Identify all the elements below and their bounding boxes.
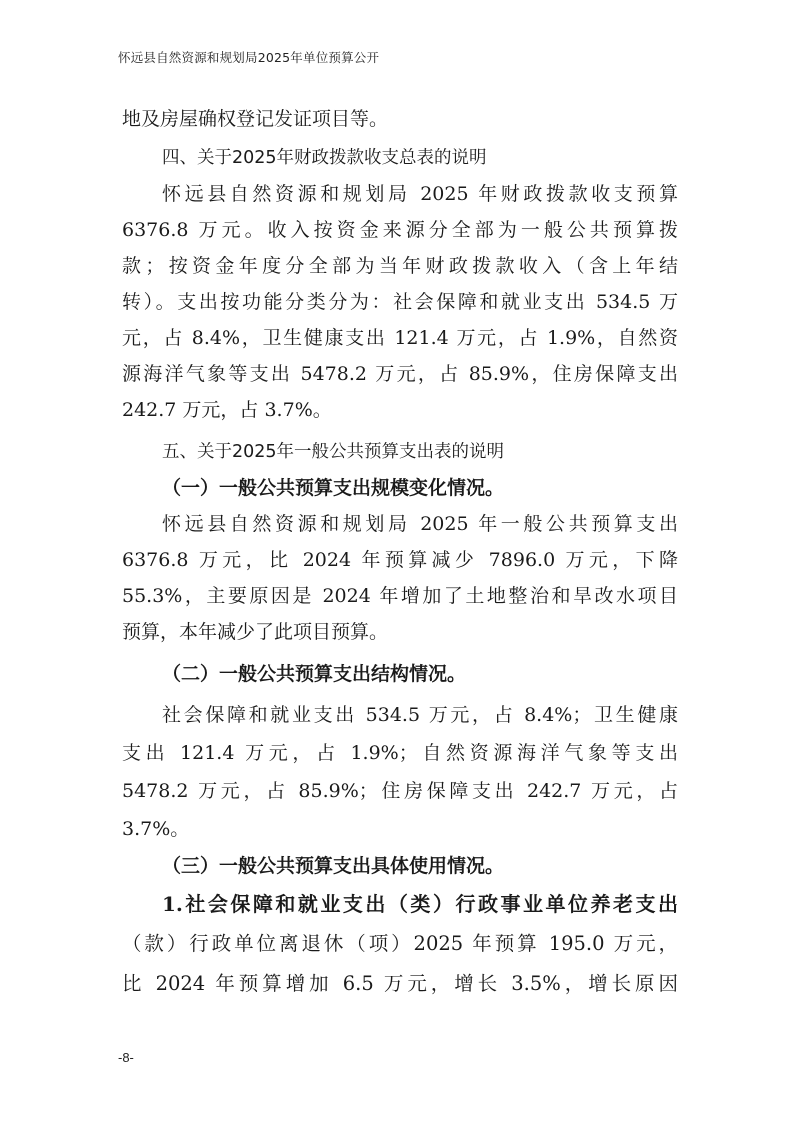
text-line: 款；按资金年度分全部为当年财政拨款收入（含上年结 <box>122 255 678 277</box>
subsection-heading-1: （一）一般公共预算支出规模变化情况。 <box>162 477 505 499</box>
text-line: 社会保障和就业支出 534.5 万元，占 8.4%；卫生健康 <box>162 704 678 726</box>
text-line: 6376.8 万元，比 2024 年预算减少 7896.0 万元，下降 <box>122 549 678 571</box>
page-number: -8- <box>118 1050 134 1065</box>
section-heading-5: 五、关于2025年一般公共预算支出表的说明 <box>162 442 505 462</box>
subsection-heading-3: （三）一般公共预算支出具体使用情况。 <box>162 855 505 877</box>
text-line: 比 2024 年预算增加 6.5 万元，增长 3.5%，增长原因 <box>122 972 678 995</box>
subsection-heading-2: （二）一般公共预算支出结构情况。 <box>162 663 467 685</box>
text-line: 怀远县自然资源和规划局 2025 年一般公共预算支出 <box>162 513 678 535</box>
text-line: 怀远县自然资源和规划局 2025 年财政拨款收支预算 <box>162 183 678 205</box>
text-line: 支出 121.4 万元，占 1.9%；自然资源海洋气象等支出 <box>122 742 678 764</box>
page-header: 怀远县自然资源和规划局2025年单位预算公开 <box>118 50 380 65</box>
text-line: 1.社会保障和就业支出（类）行政事业单位养老支出 <box>162 892 678 916</box>
text-line: 地及房屋确权登记发证项目等。 <box>122 108 389 130</box>
text-line: 源海洋气象等支出 5478.2 万元，占 85.9%，住房保障支出 <box>122 363 678 385</box>
text-line: （款）行政单位离退休（项）2025 年预算 195.0 万元， <box>122 932 678 955</box>
text-line: 5478.2 万元，占 85.9%；住房保障支出 242.7 万元，占 <box>122 780 678 802</box>
text-line: 预算，本年减少了此项目预算。 <box>122 621 389 643</box>
text-line: 转）。支出按功能分类分为：社会保障和就业支出 534.5 万 <box>122 291 678 313</box>
text-line: 元，占 8.4%，卫生健康支出 121.4 万元，占 1.9%，自然资 <box>122 327 678 349</box>
text-line: 3.7%。 <box>122 818 190 840</box>
text-line: 6376.8 万元。收入按资金来源分全部为一般公共预算拨 <box>122 219 678 241</box>
section-heading-4: 四、关于2025年财政拨款收支总表的说明 <box>162 148 487 168</box>
text-line: 242.7 万元，占 3.7%。 <box>122 399 332 421</box>
text-line: 55.3%，主要原因是 2024 年增加了土地整治和旱改水项目 <box>122 585 678 607</box>
